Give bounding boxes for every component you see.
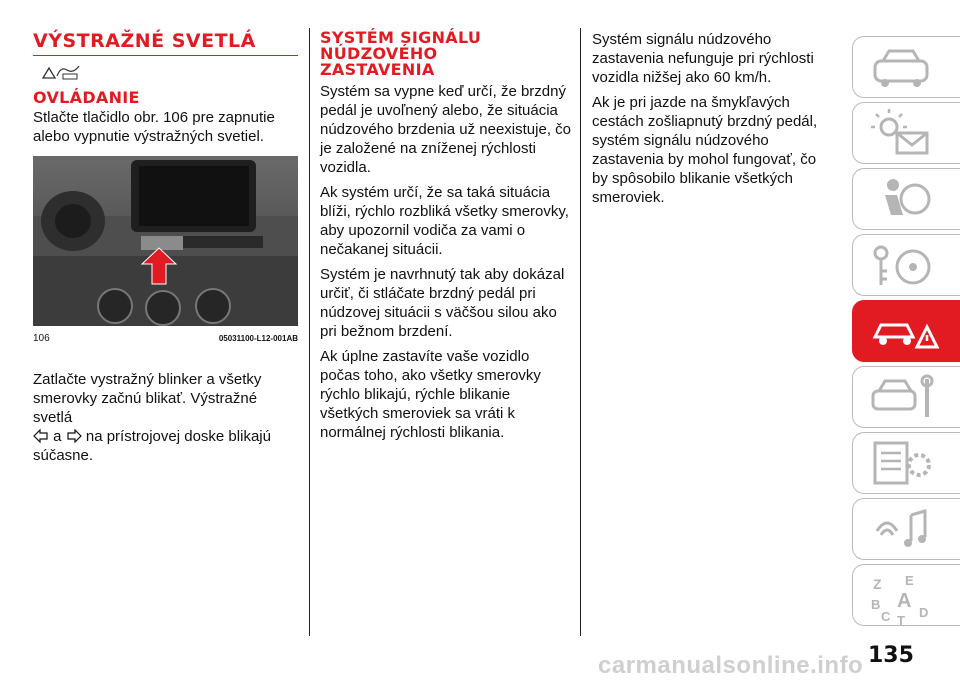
emergency-icon [867, 307, 947, 357]
sidebar-tab-technical[interactable] [852, 432, 960, 494]
svg-text:B: B [871, 597, 881, 612]
hazard-emblem-icon [39, 62, 83, 82]
sidebar-tab-index[interactable] [852, 564, 960, 626]
paragraph-text: na prístrojovej doske blikajú súčasne. [33, 428, 271, 464]
column-divider [580, 28, 581, 636]
svg-text:T: T [897, 613, 905, 627]
watermark: carmanualsonline.info [598, 652, 864, 679]
sidebar-tab-emergency[interactable] [852, 300, 960, 362]
sidebar-tab-multimedia[interactable] [852, 498, 960, 560]
figure-number: 106 [33, 333, 50, 344]
column-divider [309, 28, 310, 636]
page-number: 135 [868, 643, 914, 668]
key-steering-icon [867, 241, 947, 291]
section-heading-operation: OVLÁDANIE [33, 88, 140, 107]
paragraph: Ak systém určí, že sa taká situácia blíži, rýchlo rozbliká všetky smerovky, aby upozornil vodiča za vami o nečakanej situácii. [320, 184, 569, 258]
paragraph-text: a [53, 428, 62, 445]
figure-caption [33, 329, 298, 348]
svg-text:Z: Z [873, 576, 882, 592]
paragraph: Stlačte tlačidlo obr. 106 pre zapnutie alebo vypnutie výstražných svetiel. [33, 109, 275, 145]
svg-text:A: A [897, 590, 912, 612]
column-2 [320, 30, 572, 448]
svg-text:C: C [881, 609, 891, 624]
svg-text:D: D [919, 605, 929, 620]
figure-code: 05031100-L12-001AB [218, 334, 298, 343]
column-3 [592, 30, 832, 213]
section-heading-emergency-stop: SYSTÉM SIGNÁLU NÚDZOVÉHO ZASTAVENIA [320, 28, 482, 79]
paragraph [33, 370, 298, 465]
sidebar-tab-maintenance[interactable] [852, 366, 960, 428]
paragraph: Ak úplne zastavíte vaše vozidlo počas toho, ako všetky smerovky rýchlo blikajú, rýchle blikanie všetkých smeroviek sa vráti k normálnej rýchlosti blikania. [320, 348, 541, 441]
car-dashboard-icon [867, 43, 947, 93]
turn-left-indicator-icon [33, 429, 49, 443]
sidebar-tab-starting[interactable] [852, 234, 960, 296]
seat-airbag-icon [867, 175, 947, 225]
maintenance-icon [867, 373, 947, 423]
index-icon [867, 571, 947, 627]
paragraph: Systém je navrhnutý tak aby dokázal určiť, či stláčate brzdný pedál pri núdzovej situácii s väčšou silou ako pri bežnom brzdení. [320, 266, 565, 340]
sidebar-tab-warning-lights[interactable] [852, 102, 960, 164]
technical-data-icon [867, 439, 947, 489]
sidebar-tab-dashboard[interactable] [852, 36, 960, 98]
page-title: VÝSTRAŽNÉ SVETLÁ [33, 30, 298, 56]
paragraph: Ak je pri jazde na šmykľavých cestách zošliapnutý brzdný pedál, systém signálu núdzového zastavenia by mohol fungovať, čo by spôsobilo blikanie všetkých smeroviek. [592, 94, 818, 206]
column-1 [33, 30, 298, 471]
paragraph-text: Zatlačte vystražný blinker a všetky smerovky začnú blikať. Výstražné svetlá [33, 371, 262, 426]
sidebar-tab-safety[interactable] [852, 168, 960, 230]
paragraph: Systém signálu núdzového zastavenia nefunguje pri rýchlosti vozidla nižšej ako 60 km/h. [592, 31, 814, 86]
paragraph: Systém sa vypne keď určí, že brzdný pedál je uvoľnený alebo, že situácia núdzového brzdenia už neexistuje, čo je založené na zníženej rýchlosti vozidla. [320, 83, 572, 176]
warning-lights-icon [867, 109, 947, 159]
dashboard-photo [33, 156, 298, 326]
multimedia-icon [867, 505, 947, 555]
svg-text:E: E [905, 573, 914, 588]
turn-right-indicator-icon [66, 429, 82, 443]
